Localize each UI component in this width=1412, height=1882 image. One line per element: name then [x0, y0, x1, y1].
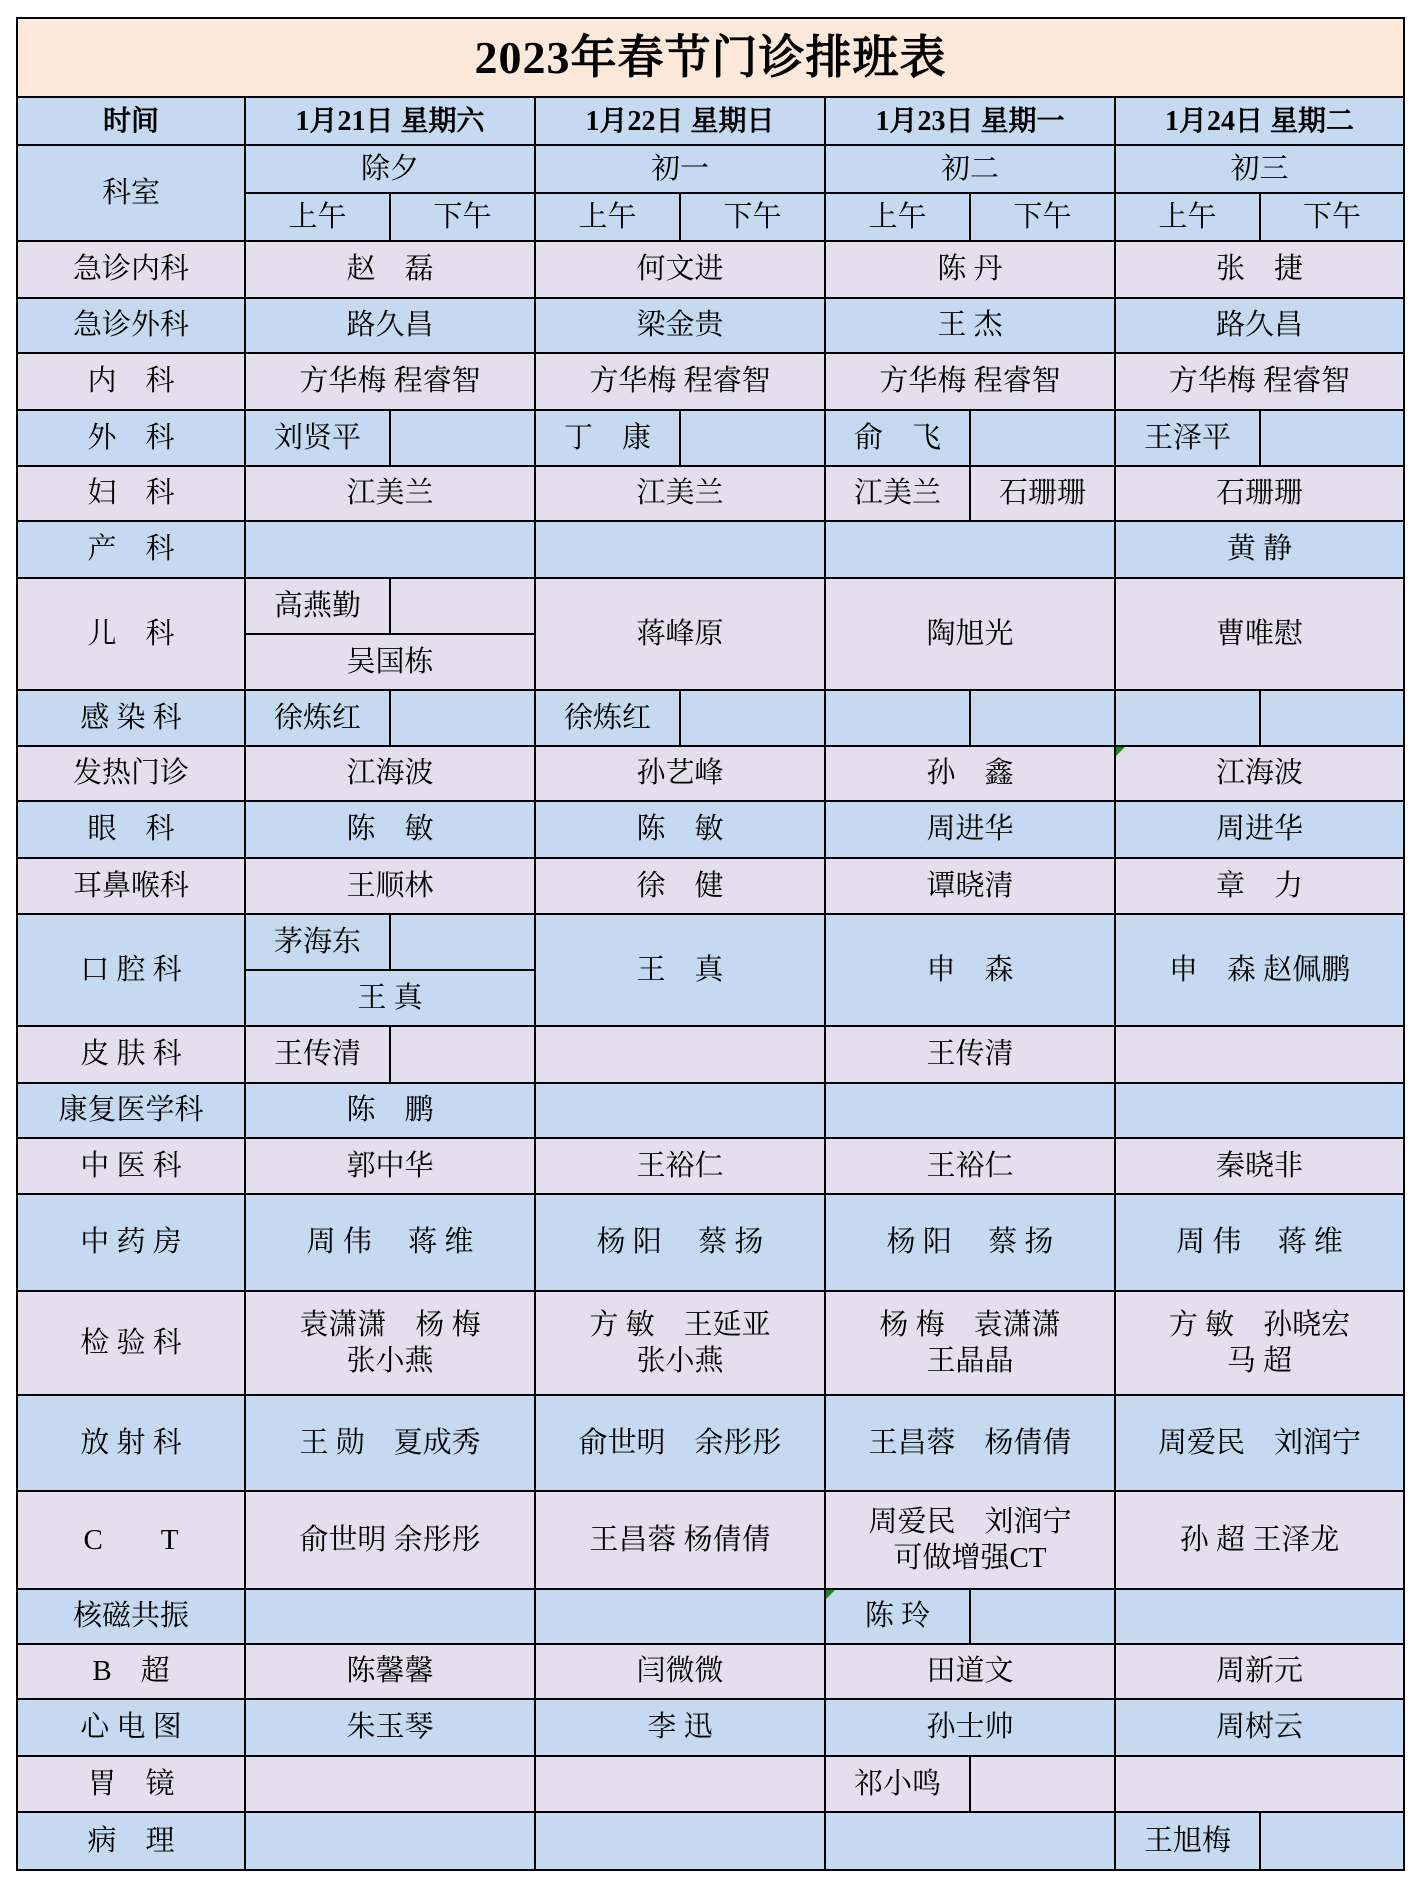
- empty-cell: [970, 1589, 1115, 1644]
- dept-name: 内 科: [17, 353, 245, 410]
- empty-cell: [825, 521, 1115, 578]
- doctor-cell: 王昌蓉 杨倩倩: [825, 1395, 1115, 1491]
- dept-name: 眼 科: [17, 801, 245, 858]
- doctor-cell: 申 森: [825, 914, 1115, 1026]
- doctor-cell: 王裕仁: [535, 1138, 825, 1194]
- table-row: [17, 1083, 1404, 1138]
- table-row: [17, 1589, 1404, 1644]
- table-row: [17, 746, 1404, 801]
- doctor-cell: 王裕仁: [825, 1138, 1115, 1194]
- empty-cell: [1260, 1812, 1404, 1870]
- festival-day: 初一: [535, 145, 825, 193]
- doctor-cell: 高燕勤: [245, 578, 390, 634]
- empty-cell: [1260, 410, 1404, 466]
- table-row: [17, 578, 1404, 634]
- empty-cell: [535, 1812, 825, 1870]
- doctor-cell: 曹唯慰: [1115, 578, 1404, 690]
- doctor-cell: 王 真: [245, 970, 535, 1026]
- doctor-cell: 王 真: [535, 914, 825, 1026]
- doctor-cell: 王 勋 夏成秀: [245, 1395, 535, 1491]
- empty-cell: [825, 1083, 1115, 1138]
- doctor-cell: 王昌蓉 杨倩倩: [535, 1491, 825, 1589]
- pm-label: 下午: [680, 193, 825, 241]
- table-row: [17, 858, 1404, 914]
- doctor-cell: 徐炼红: [245, 690, 390, 746]
- dept-label: 科室: [17, 145, 245, 241]
- empty-cell: [390, 410, 535, 466]
- doctor-cell: 周进华: [1115, 801, 1404, 858]
- doctor-cell: 方华梅 程睿智: [245, 353, 535, 410]
- doctor-cell: 周 伟 蒋 维: [245, 1194, 535, 1291]
- dept-name: 康复医学科: [17, 1083, 245, 1138]
- doctor-cell: 朱玉琴: [245, 1699, 535, 1756]
- pm-label: 下午: [970, 193, 1115, 241]
- dept-name: 皮 肤 科: [17, 1026, 245, 1083]
- doctor-cell: 孙士帅: [825, 1699, 1115, 1756]
- doctor-cell: 郭中华: [245, 1138, 535, 1194]
- table-row: [17, 1491, 1404, 1589]
- doctor-cell: 方华梅 程睿智: [825, 353, 1115, 410]
- date-header: 1月23日 星期一: [825, 97, 1115, 145]
- empty-cell: [1115, 1589, 1404, 1644]
- doctor-cell: 杨 阳 蔡 扬: [535, 1194, 825, 1291]
- empty-cell: [535, 1589, 825, 1644]
- doctor-cell: 陶旭光: [825, 578, 1115, 690]
- empty-cell: [245, 1589, 535, 1644]
- empty-cell: [825, 1812, 1115, 1870]
- doctor-cell: 袁潇潇 杨 梅 张小燕: [245, 1291, 535, 1395]
- doctor-cell: 周进华: [825, 801, 1115, 858]
- dept-name: B 超: [17, 1644, 245, 1699]
- table-row: [17, 1138, 1404, 1194]
- empty-cell: [1260, 690, 1404, 746]
- doctor-cell: 陈 丹: [825, 241, 1115, 298]
- doctor-cell: 路久昌: [245, 298, 535, 353]
- empty-cell: [535, 1026, 825, 1083]
- dept-name: 急诊外科: [17, 298, 245, 353]
- dept-name: 外 科: [17, 410, 245, 466]
- doctor-cell: 吴国栋: [245, 634, 535, 690]
- doctor-cell: 陈 敏: [245, 801, 535, 858]
- schedule-table: [16, 17, 1405, 1871]
- page-title: 2023年春节门诊排班表: [17, 18, 1404, 97]
- empty-cell: [535, 521, 825, 578]
- doctor-cell: 谭晓清: [825, 858, 1115, 914]
- doctor-cell: 周爱民 刘润宁 可做增强CT: [825, 1491, 1115, 1589]
- doctor-cell: 梁金贵: [535, 298, 825, 353]
- empty-cell: [245, 521, 535, 578]
- empty-cell: [970, 1756, 1115, 1812]
- doctor-cell: 俞世明 余彤彤: [535, 1395, 825, 1491]
- doctor-cell: 茅海东: [245, 914, 390, 970]
- dept-name: 口 腔 科: [17, 914, 245, 1026]
- festival-day: 初三: [1115, 145, 1404, 193]
- am-label: 上午: [825, 193, 970, 241]
- doctor-cell: 杨 梅 袁潇潇 王晶晶: [825, 1291, 1115, 1395]
- table-row: [17, 466, 1404, 521]
- doctor-cell: 王旭梅: [1115, 1812, 1260, 1870]
- empty-cell: [535, 1083, 825, 1138]
- table-row: [17, 1644, 1404, 1699]
- empty-cell: [1115, 1083, 1404, 1138]
- empty-cell: [1115, 1026, 1404, 1083]
- dept-name: 检 验 科: [17, 1291, 245, 1395]
- doctor-cell: 江海波: [245, 746, 535, 801]
- doctor-cell: 王传清: [825, 1026, 1115, 1083]
- doctor-cell: 方 敏 孙晓宏 马 超: [1115, 1291, 1404, 1395]
- empty-cell: [390, 1026, 535, 1083]
- table-row: [17, 1699, 1404, 1756]
- date-header: 1月21日 星期六: [245, 97, 535, 145]
- doctor-cell: 江美兰: [535, 466, 825, 521]
- empty-cell: [390, 578, 535, 634]
- doctor-cell: 何文进: [535, 241, 825, 298]
- doctor-cell: 江海波: [1115, 746, 1404, 801]
- empty-cell: [680, 690, 825, 746]
- am-label: 上午: [1115, 193, 1260, 241]
- am-label: 上午: [535, 193, 680, 241]
- table-row: [17, 1756, 1404, 1812]
- doctor-cell: 秦晓非: [1115, 1138, 1404, 1194]
- doctor-cell: 闫微微: [535, 1644, 825, 1699]
- empty-cell: [245, 1812, 535, 1870]
- doctor-cell: 张 捷: [1115, 241, 1404, 298]
- doctor-cell: 徐 健: [535, 858, 825, 914]
- doctor-cell: 王顺林: [245, 858, 535, 914]
- comment-marker-icon: [826, 1590, 835, 1599]
- empty-cell: [390, 690, 535, 746]
- table-row: [17, 690, 1404, 746]
- empty-cell: [390, 914, 535, 970]
- doctor-cell: 李 迅: [535, 1699, 825, 1756]
- empty-cell: [245, 1756, 535, 1812]
- festival-day: 初二: [825, 145, 1115, 193]
- empty-cell: [825, 690, 970, 746]
- doctor-cell: 田道文: [825, 1644, 1115, 1699]
- dept-name: C T: [17, 1491, 245, 1589]
- dept-name: 中 医 科: [17, 1138, 245, 1194]
- dept-name: 耳鼻喉科: [17, 858, 245, 914]
- doctor-cell: 石珊珊: [970, 466, 1115, 521]
- table-row: [17, 1395, 1404, 1491]
- doctor-cell: 江美兰: [825, 466, 970, 521]
- doctor-cell: 方 敏 王延亚 张小燕: [535, 1291, 825, 1395]
- doctor-cell: 赵 磊: [245, 241, 535, 298]
- doctor-cell: 陈 敏: [535, 801, 825, 858]
- empty-cell: [970, 410, 1115, 466]
- pm-label: 下午: [1260, 193, 1404, 241]
- doctor-cell: 陈 玲: [825, 1589, 970, 1644]
- doctor-cell: 孙 鑫: [825, 746, 1115, 801]
- doctor-cell: 孙 超 王泽龙: [1115, 1491, 1404, 1589]
- pm-label: 下午: [390, 193, 535, 241]
- festival-day: 除夕: [245, 145, 535, 193]
- doctor-cell: 丁 康: [535, 410, 680, 466]
- doctor-cell: 方华梅 程睿智: [535, 353, 825, 410]
- doctor-cell: 申 森 赵佩鹏: [1115, 914, 1404, 1026]
- doctor-cell: 石珊珊: [1115, 466, 1404, 521]
- doctor-cell: 周新元: [1115, 1644, 1404, 1699]
- table-row: [17, 353, 1404, 410]
- doctor-cell: 路久昌: [1115, 298, 1404, 353]
- empty-cell: [1115, 1756, 1404, 1812]
- empty-cell: [535, 1756, 825, 1812]
- table-row: [17, 298, 1404, 353]
- doctor-cell: 陈馨馨: [245, 1644, 535, 1699]
- dept-name: 病 理: [17, 1812, 245, 1870]
- dept-name: 中 药 房: [17, 1194, 245, 1291]
- dept-name: 急诊内科: [17, 241, 245, 298]
- doctor-cell: 王传清: [245, 1026, 390, 1083]
- date-header: 1月22日 星期日: [535, 97, 825, 145]
- doctor-cell: 刘贤平: [245, 410, 390, 466]
- doctor-cell: 周 伟 蒋 维: [1115, 1194, 1404, 1291]
- dept-name: 产 科: [17, 521, 245, 578]
- am-label: 上午: [245, 193, 390, 241]
- table-row: [17, 241, 1404, 298]
- table-row: [17, 1194, 1404, 1291]
- doctor-cell: 王 杰: [825, 298, 1115, 353]
- doctor-cell: 徐炼红: [535, 690, 680, 746]
- doctor-cell: 陈 鹏: [245, 1083, 535, 1138]
- empty-cell: [680, 410, 825, 466]
- doctor-cell: 杨 阳 蔡 扬: [825, 1194, 1115, 1291]
- doctor-cell: 周树云: [1115, 1699, 1404, 1756]
- doctor-cell: 孙艺峰: [535, 746, 825, 801]
- doctor-cell: 蒋峰原: [535, 578, 825, 690]
- dept-name: 发热门诊: [17, 746, 245, 801]
- doctor-cell: 章 力: [1115, 858, 1404, 914]
- table-row: [17, 1291, 1404, 1395]
- doctor-cell: 祁小鸣: [825, 1756, 970, 1812]
- dept-name: 妇 科: [17, 466, 245, 521]
- table-row: [17, 410, 1404, 466]
- doctor-cell: 俞世明 余彤彤: [245, 1491, 535, 1589]
- table-row: [17, 801, 1404, 858]
- dept-name: 儿 科: [17, 578, 245, 690]
- doctor-cell: 周爱民 刘润宁: [1115, 1395, 1404, 1491]
- dept-name: 胃 镜: [17, 1756, 245, 1812]
- empty-cell: [1115, 690, 1260, 746]
- table-row: [17, 914, 1404, 970]
- date-header: 1月24日 星期二: [1115, 97, 1404, 145]
- dept-name: 放 射 科: [17, 1395, 245, 1491]
- doctor-cell: 江美兰: [245, 466, 535, 521]
- time-label: 时间: [17, 97, 245, 145]
- comment-marker-icon: [1116, 747, 1125, 756]
- dept-name: 心 电 图: [17, 1699, 245, 1756]
- doctor-cell: 黄 静: [1115, 521, 1404, 578]
- doctor-cell: 方华梅 程睿智: [1115, 353, 1404, 410]
- dept-name: 核磁共振: [17, 1589, 245, 1644]
- empty-cell: [970, 690, 1115, 746]
- table-row: [17, 1026, 1404, 1083]
- table-row: [17, 1812, 1404, 1870]
- doctor-cell: 王泽平: [1115, 410, 1260, 466]
- dept-name: 感 染 科: [17, 690, 245, 746]
- table-row: [17, 521, 1404, 578]
- doctor-cell: 俞 飞: [825, 410, 970, 466]
